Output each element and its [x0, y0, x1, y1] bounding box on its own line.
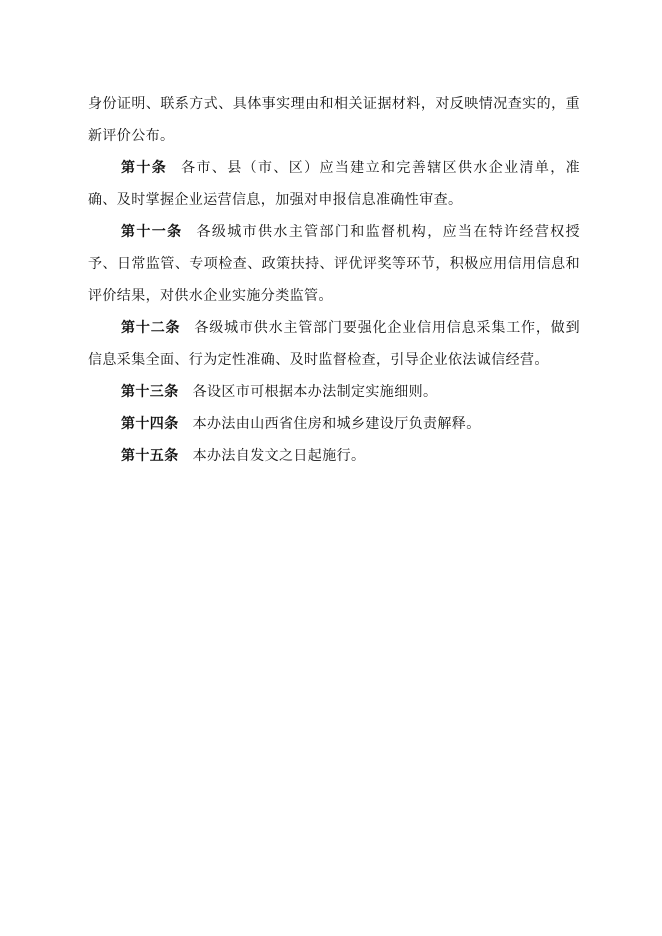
article-15: [88, 440, 580, 472]
article-number: 第十二条: [121, 320, 181, 336]
article-number: 第十五条: [121, 448, 179, 464]
paragraph-text: 身份证明、联系方式、具体事实理由和相关证据材料，对反映情况查实的，重新评价公布。: [88, 96, 580, 144]
article-text: 本办法自发文之日起施行。: [192, 448, 366, 464]
article-10: [88, 152, 580, 216]
article-number: 第十条: [121, 160, 168, 176]
article-text: 各级城市供水主管部门要强化企业信用信息采集工作，做到信息采集全面、行为定性准确、及时监督检查，引导企业依法诚信经营。: [88, 320, 580, 368]
article-text: 各级城市供水主管部门和监督机构，应当在特许经营权授予、日常监管、专项检查、政策扶持、评优评奖等环节，积极应用信用信息和评价结果，对供水企业实施分类监管。: [88, 224, 580, 304]
article-12: [88, 312, 580, 376]
paragraph-continuation: [88, 88, 580, 152]
article-text: 本办法由山西省住房和城乡建设厅负责解释。: [192, 416, 481, 432]
article-number: 第十三条: [121, 384, 179, 400]
article-text: 各设区市可根据本办法制定实施细则。: [192, 384, 438, 400]
article-13: [88, 376, 580, 408]
article-text: 各市、县（市、区）应当建立和完善辖区供水企业清单，准确、及时掌握企业运营信息，加强对申报信息准确性审查。: [88, 160, 580, 208]
article-number: 第十四条: [121, 416, 179, 432]
article-14: [88, 408, 580, 440]
article-number: 第十一条: [121, 224, 183, 240]
document-body: [88, 88, 580, 472]
article-11: [88, 216, 580, 312]
